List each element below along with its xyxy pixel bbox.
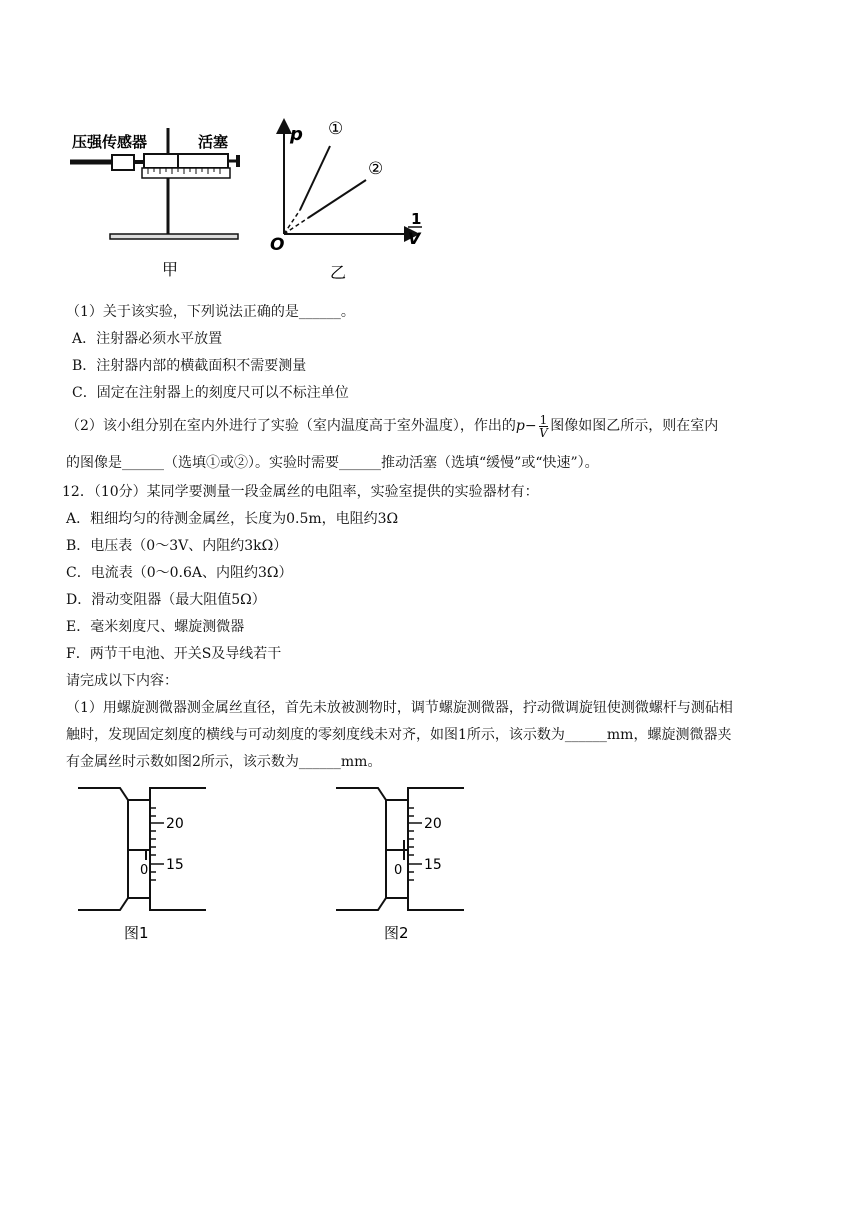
q11-part2-text-a: （2）该小组分别在室内外进行了实验（室内温度高于室外温度），作出的: [66, 418, 516, 434]
micrometer2-mark-15: 15: [424, 857, 442, 873]
micrometer1-mark-20: 20: [166, 816, 184, 832]
x-axis-num: 1: [411, 210, 422, 228]
q12-part1-line3: 有金属丝时示数如图2所示，该示数为______mm。: [66, 754, 382, 770]
q11-option-a: A．注射器必须水平放置: [72, 331, 223, 347]
q12-part1-line2: 触时，发现固定刻度的横线与可动刻度的零刻度线未对齐，如图1所示，该示数为______mm，螺旋测微器夹: [66, 727, 732, 743]
micrometer-figure-1: [78, 786, 228, 946]
q11-part2-text-b: 图像如图乙所示，则在室内: [550, 418, 719, 434]
q11-part2-p: p: [515, 418, 525, 434]
q12-item-b: B．电压表（0～3V、内阻约3kΩ）: [66, 538, 288, 554]
x-axis-den: V: [408, 229, 421, 248]
sensor-label: 压强传感器: [72, 133, 148, 151]
micrometer1-zero: 0: [140, 863, 149, 878]
yi-caption: 乙: [330, 263, 347, 282]
q11-option-b: B．注射器内部的横截面积不需要测量: [72, 358, 307, 374]
micrometer2-caption: 图2: [384, 924, 409, 942]
q12-title: 12．（10分）某同学要测量一段金属丝的电阻率，实验室提供的实验器材有：: [62, 484, 539, 500]
q11-part2-line1: [66, 412, 718, 440]
origin-label: O: [270, 235, 285, 255]
figure-yi: [262, 112, 432, 287]
jia-caption: 甲: [162, 260, 179, 279]
micrometer1-caption: 图1: [124, 924, 149, 942]
q11-option-c: C．固定在注射器上的刻度尺可以不标注单位: [72, 385, 349, 401]
p-axis-label: p: [290, 124, 303, 145]
q12-item-e: E．毫米刻度尺、螺旋测微器: [66, 619, 245, 635]
q12-prompt: 请完成以下内容：: [66, 673, 178, 689]
q12-item-c: C．电流表（0～0.6A、内阻约3Ω）: [66, 565, 293, 581]
q11-part2-fraction: [539, 414, 549, 439]
q11-part1: （1）关于该实验，下列说法正确的是______。: [66, 304, 355, 320]
piston-label: 活塞: [198, 133, 229, 151]
micrometer-figure-2: [336, 786, 486, 946]
line2-label: ②: [368, 159, 384, 179]
fraction-denominator: V: [539, 425, 548, 440]
micrometer2-mark-20: 20: [424, 816, 442, 832]
figure-jia: [70, 120, 245, 285]
q11-part2-minus: −: [524, 418, 537, 434]
q12-part1-line1: （1）用螺旋测微器测金属丝直径，首先未放被测物时，调节螺旋测微器，拧动微调旋钮使测微螺杆与测砧相: [66, 700, 733, 716]
fraction-numerator: 1: [539, 412, 548, 427]
micrometer2-zero: 0: [394, 863, 403, 878]
micrometer1-mark-15: 15: [166, 857, 184, 873]
q11-part2-line2: 的图像是______（选填①或②）。实验时需要______推动活塞（选填“缓慢”或“快速”）。: [66, 455, 599, 471]
line1-label: ①: [328, 119, 344, 139]
q12-item-a: A．粗细均匀的待测金属丝，长度为0.5m，电阻约3Ω: [66, 511, 399, 527]
q12-item-d: D．滑动变阻器（最大阻值5Ω）: [66, 592, 266, 608]
q12-item-f: F．两节干电池、开关S及导线若干: [66, 646, 282, 662]
